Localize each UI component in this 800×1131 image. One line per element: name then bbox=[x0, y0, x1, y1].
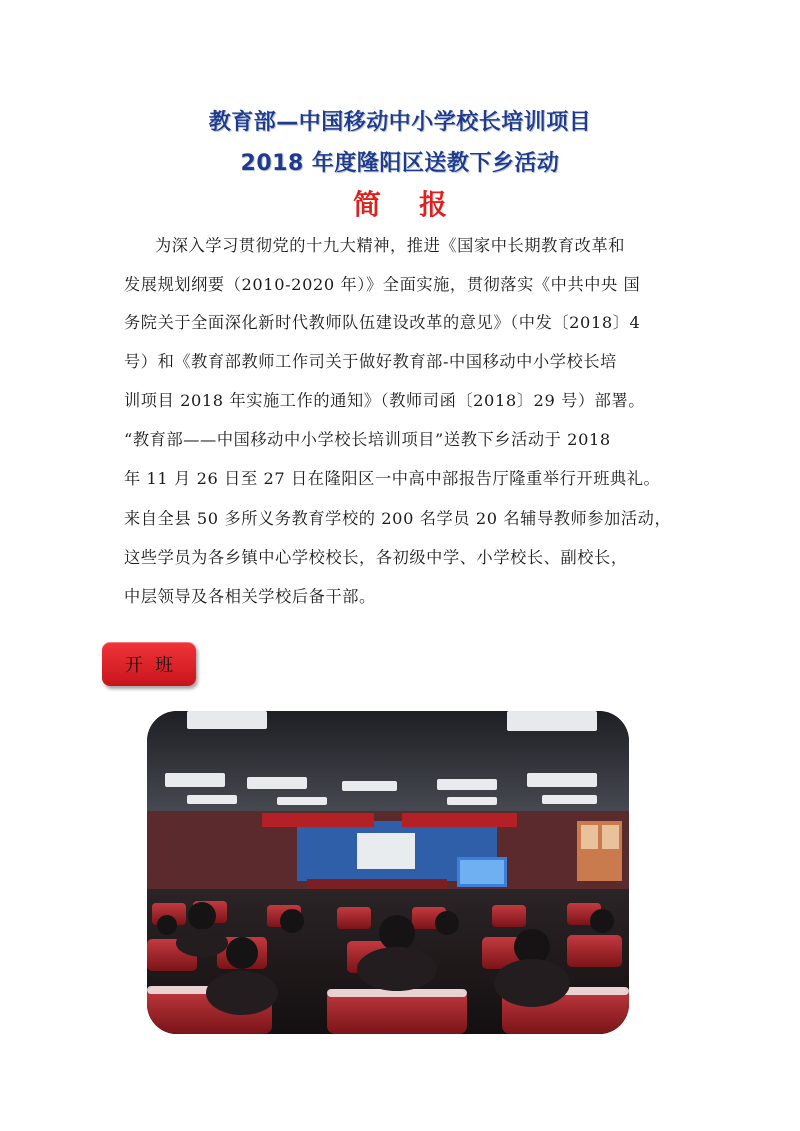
section-badge-opening: 开班 bbox=[102, 642, 196, 686]
opening-ceremony-photo bbox=[147, 711, 629, 1034]
body-line: 务院关于全面深化新时代教师队伍建设改革的意见》（中发〔2018〕4 bbox=[124, 313, 641, 332]
body-line: 来自全县 50 多所义务教育学校的 200 名学员 20 名辅导教师参加活动， bbox=[124, 509, 672, 528]
body-line: 号）和《教育部教师工作司关于做好教育部-中国移动中小学校长培 bbox=[124, 352, 617, 371]
document-subtitle: 简报 bbox=[352, 188, 485, 221]
body-line: 训项目 2018 年实施工作的通知》（教师司函〔2018〕29 号）部署。 bbox=[124, 391, 646, 410]
body-line: 这些学员为各乡镇中心学校校长，各初级中学、小学校长、副校长， bbox=[124, 548, 628, 567]
body-line: 年 11 月 26 日至 27 日在隆阳区一中高中部报告厅隆重举行开班典礼。 bbox=[124, 469, 661, 488]
document-title-line2: 2018 年度隆阳区送教下乡活动 bbox=[240, 151, 560, 176]
body-line: 为深入学习贯彻党的十九大精神，推进《国家中长期教育改革和 bbox=[155, 236, 626, 255]
body-line: “教育部——中国移动中小学校长培训项目”送教下乡活动于 2018 bbox=[124, 430, 611, 449]
body-line: 发展规划纲要（2010-2020 年）》全面实施，贯彻落实《中共中央 国 bbox=[124, 275, 641, 294]
document-title-line1: 教育部—中国移动中小学校长培训项目 bbox=[208, 110, 592, 135]
body-line: 中层领导及各相关学校后备干部。 bbox=[124, 587, 376, 606]
